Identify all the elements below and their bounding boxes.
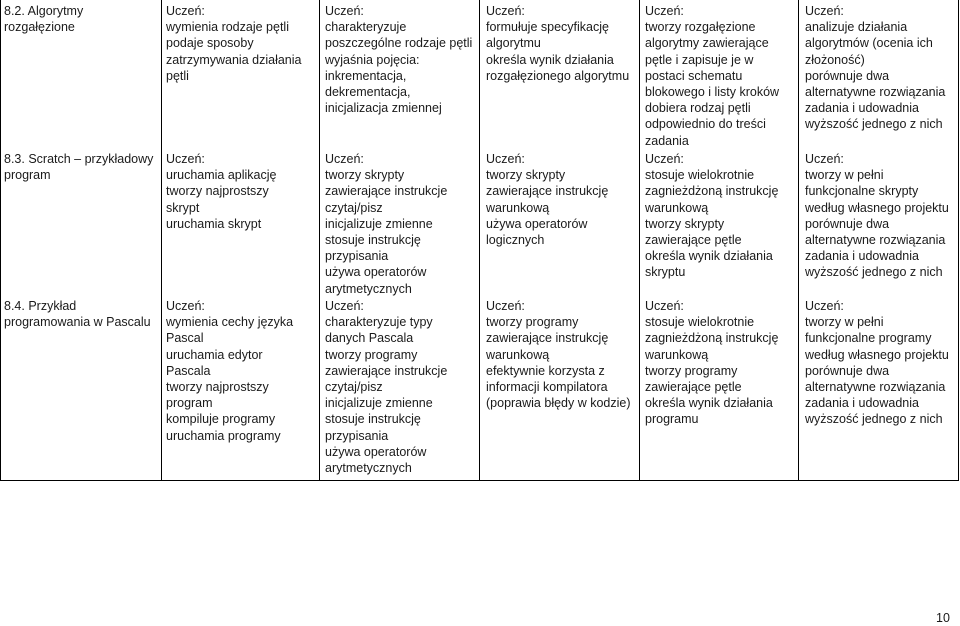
requirement-line: stosuje instrukcję [325,412,421,427]
requirement-line: zawierające instrukcję [486,331,609,346]
requirement-line: czytaj/pisz [325,200,383,215]
topic-cell [4,298,158,330]
requirements-cell [645,3,795,149]
requirement-line: stosuje wielokrotnie [645,315,755,330]
requirement-line: inkrementacja, [325,68,407,83]
requirement-line: blokowego i listy kroków [645,85,780,100]
requirement-line: porównuje dwa [805,68,890,83]
cell-header: Uczeń: [166,299,205,313]
requirement-line: kompiluje programy [166,412,276,427]
requirement-line: formułuje specyfikację [486,20,609,35]
requirements-cell [805,298,955,428]
requirements-cell [645,151,795,281]
requirement-line: zagnieżdżoną instrukcję [645,184,779,199]
topic-line: 8.3. Scratch – przykładowy [4,152,154,166]
requirements-cell [805,151,955,281]
requirement-line: tworzy w pełni [805,168,884,183]
requirement-line: programu [645,412,699,427]
table-divider [798,0,799,481]
requirement-line: tworzy skrypty [645,216,725,231]
requirement-line: tworzy programy [645,363,738,378]
requirement-line: określa wynik działania [645,396,773,411]
cell-header: Uczeń: [486,299,525,313]
requirement-line: analizuje działania [805,20,908,35]
requirement-line: zawierające instrukcję [486,184,609,199]
requirement-line: według własnego projektu [805,200,949,215]
requirement-line: warunkową [486,200,550,215]
requirement-line: określa wynik działania [486,52,614,67]
requirement-line: złożoność) [805,52,865,67]
requirements-cell [166,3,316,84]
requirement-line: zatrzymywania działania [166,52,302,67]
requirement-line: wymienia rodzaje pętli [166,20,289,35]
cell-header: Uczeń: [645,4,684,18]
requirement-line: zawierające pętle [645,380,742,395]
requirement-line: podaje sposoby [166,36,254,51]
cell-header: Uczeń: [166,4,205,18]
requirements-cell [486,3,636,84]
topic-cell [4,3,158,35]
requirement-line: skryptu [645,265,686,280]
requirement-line: alternatywne rozwiązania [805,85,946,100]
requirement-line: algorytmu [486,36,541,51]
requirement-line: algorytmy zawierające [645,36,769,51]
cell-header: Uczeń: [645,152,684,166]
requirement-line: Pascal [166,331,204,346]
requirement-line: zadania i udowadnia [805,396,919,411]
requirement-line: funkcjonalne programy [805,331,932,346]
requirement-line: wyższość jednego z nich [805,412,943,427]
cell-header: Uczeń: [325,152,364,166]
table-divider [161,0,162,481]
requirement-line: przypisania [325,249,389,264]
table-divider [639,0,640,481]
cell-header: Uczeń: [486,4,525,18]
requirements-cell [166,151,316,232]
requirement-line: używa operatorów [325,444,427,459]
requirement-line: tworzy najprostszy [166,184,269,199]
page-number: 10 [936,611,950,625]
table-divider [319,0,320,481]
requirement-line: danych Pascala [325,331,414,346]
requirement-line: tworzy programy [486,315,579,330]
requirement-line: informacji kompilatora [486,380,608,395]
requirement-line: porównuje dwa [805,363,890,378]
requirement-line: dekrementacja, [325,85,411,100]
requirement-line: uruchamia edytor [166,347,263,362]
requirement-line: inicjalizuje zmienne [325,396,433,411]
requirement-line: zadania i udowadnia [805,249,919,264]
requirement-line: arytmetycznych [325,281,412,296]
requirement-line: tworzy skrypty [325,168,405,183]
requirement-line: warunkową [486,347,550,362]
requirement-line: stosuje wielokrotnie [645,168,755,183]
requirement-line: zagnieżdżoną instrukcję [645,331,779,346]
requirement-line: według własnego projektu [805,347,949,362]
requirement-line: inicjalizuje zmienne [325,216,433,231]
requirement-line: rozgałęzionego algorytmu [486,68,630,83]
requirements-cell [645,298,795,428]
requirement-line: pętli [166,68,189,83]
requirement-line: wymienia cechy języka [166,315,294,330]
requirement-line: wyższość jednego z nich [805,265,943,280]
requirement-line: program [166,396,213,411]
cell-header: Uczeń: [325,4,364,18]
requirement-line: tworzy rozgałęzione [645,20,756,35]
requirement-line: charakteryzuje typy [325,315,433,330]
requirements-cell [325,3,477,116]
topic-line: 8.2. Algorytmy [4,4,84,18]
requirement-line: zawierające pętle [645,233,742,248]
requirement-line: postaci schematu [645,68,743,83]
requirement-line: alternatywne rozwiązania [805,233,946,248]
requirement-line: tworzy w pełni [805,315,884,330]
requirement-line: tworzy programy [325,347,418,362]
topic-line: program [4,168,51,183]
cell-header: Uczeń: [166,152,205,166]
topic-cell [4,151,158,183]
requirement-line: zadania i udowadnia [805,101,919,116]
requirement-line: stosuje instrukcję [325,233,421,248]
requirement-line: warunkową [645,200,709,215]
requirement-line: uruchamia skrypt [166,216,262,231]
requirements-cell [325,298,477,476]
cell-header: Uczeń: [805,152,844,166]
requirement-line: charakteryzuje [325,20,407,35]
requirement-line: uruchamia aplikację [166,168,277,183]
cell-header: Uczeń: [645,299,684,313]
requirement-line: logicznych [486,233,545,248]
requirement-line: wyższość jednego z nich [805,117,943,132]
requirement-line: porównuje dwa [805,216,890,231]
requirement-line: używa operatorów [325,265,427,280]
requirement-line: skrypt [166,200,200,215]
requirement-line: uruchamia programy [166,428,281,443]
table-divider [479,0,480,481]
requirement-line: odpowiednio do treści [645,117,766,132]
requirement-line: tworzy skrypty [486,168,566,183]
table-border-left [0,0,1,481]
topic-line: rozgałęzione [4,20,75,35]
requirement-line: arytmetycznych [325,461,412,476]
requirements-cell [805,3,955,133]
requirement-line: wyjaśnia pojęcia: [325,52,420,67]
requirement-line: tworzy najprostszy [166,380,269,395]
requirement-line: warunkową [645,347,709,362]
requirement-line: funkcjonalne skrypty [805,184,919,199]
requirements-cell [325,151,477,297]
table-border-right [958,0,959,481]
requirement-line: Pascala [166,363,211,378]
cell-header: Uczeń: [325,299,364,313]
requirement-line: zawierające instrukcje [325,363,448,378]
requirements-cell [486,151,636,248]
requirement-line: zadania [645,133,689,148]
requirement-line: określa wynik działania [645,249,773,264]
requirement-line: inicjalizacja zmiennej [325,101,442,116]
requirements-cell [486,298,636,411]
requirement-line: pętle i zapisuje je w [645,52,754,67]
cell-header: Uczeń: [805,4,844,18]
requirement-line: dobiera rodzaj pętli [645,101,751,116]
table-border-bottom [0,480,959,481]
cell-header: Uczeń: [805,299,844,313]
requirement-line: zawierające instrukcje [325,184,448,199]
topic-line: 8.4. Przykład [4,299,77,313]
requirement-line: alternatywne rozwiązania [805,380,946,395]
requirement-line: czytaj/pisz [325,380,383,395]
requirement-line: algorytmów (ocenia ich [805,36,933,51]
topic-line: programowania w Pascalu [4,315,151,330]
requirement-line: poszczególne rodzaje pętli [325,36,473,51]
requirement-line: efektywnie korzysta z [486,363,605,378]
requirement-line: używa operatorów [486,216,588,231]
requirement-line: (poprawia błędy w kodzie) [486,396,631,411]
requirement-line: przypisania [325,428,389,443]
cell-header: Uczeń: [486,152,525,166]
requirements-cell [166,298,316,444]
